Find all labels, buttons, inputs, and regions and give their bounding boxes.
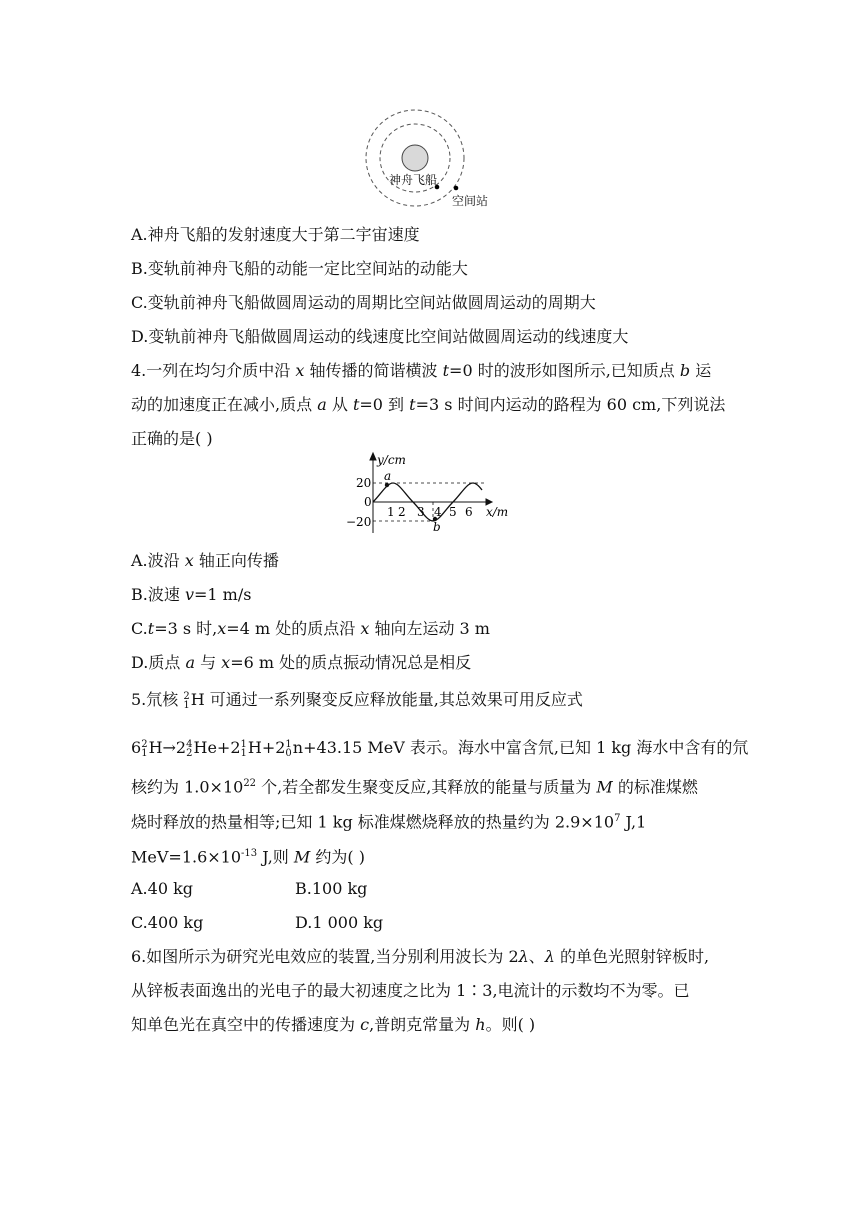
q4-option-c: C.t=3 s 时,x=4 m 处的质点沿 x 轴向左运动 3 m	[131, 619, 490, 638]
q5-stem-line4: 烧时释放的热量相等;已知 1 kg 标准煤燃烧释放的热量约为 $2.9\times 10^7$ J,1	[131, 812, 647, 832]
x-axis-label: x/m	[486, 505, 509, 519]
q5-option-a: A.40 kg	[131, 879, 194, 898]
q5-option-b: B.100 kg	[295, 879, 368, 898]
q3-option-c: C.变轨前神舟飞船做圆周运动的周期比空间站做圆周运动的周期大	[131, 293, 596, 312]
q5-equation-line: 6 2 1 H→2 4 2 He+2 1 1 H+2 1 0 n+43.15 MeV 表示。海水中富含氘,已知 1 kg 海水中含有的氘	[131, 738, 749, 759]
label-a: a	[384, 469, 392, 483]
q4-stem-line2: 动的加速度正在减小,质点 a 从 t=0 到 t=3 s 时间内运动的路程为 60 cm,下列说法	[131, 395, 726, 414]
y-axis-label: y/cm	[377, 453, 406, 467]
point-a	[385, 483, 389, 487]
label-b: b	[433, 520, 441, 534]
q3-option-a: A.神舟飞船的发射速度大于第二宇宙速度	[131, 225, 420, 244]
y-tick-neg20: −20	[346, 515, 372, 529]
q6-stem-line1: 6.如图所示为研究光电效应的装置,当分别利用波长为 2λ、λ 的单色光照射锌板时,	[131, 947, 710, 966]
q6-stem-line2: 从锌板表面逸出的光电子的最大初速度之比为 1∶3,电流计的示数均不为零。已	[131, 981, 690, 1000]
q5-stem-line3: 核约为 $1.0\times 10^{22}$ 个,若全都发生聚变反应,其释放的能量与质量为 M 的标准煤燃	[131, 777, 698, 797]
y-axis-arrow	[370, 453, 376, 460]
q4-stem-line1: 4.一列在均匀介质中沿 x 轴传播的简谐横波 t=0 时的波形如图所示,已知质点 b 运	[131, 361, 712, 380]
station-dot	[454, 186, 459, 191]
q5-stem-line5: $MeV=1.6\times 10^{-13}$ J,则 M 约为( )	[131, 847, 365, 867]
q4-option-d: D.质点 a 与 x=6 m 处的质点振动情况总是相反	[131, 653, 472, 672]
q3-option-b: B.变轨前神舟飞船的动能一定比空间站的动能大	[131, 259, 468, 278]
q3-option-d: D.变轨前神舟飞船做圆周运动的线速度比空间站做圆周运动的线速度大	[131, 327, 629, 346]
q5-option-c: C.400 kg	[131, 913, 204, 932]
q4-option-a: A.波沿 x 轴正向传播	[131, 551, 279, 570]
q4-option-b: B.波速 v=1 m/s	[131, 585, 252, 604]
q6-stem-line3: 知单色光在真空中的传播速度为 c,普朗克常量为 h。则( )	[131, 1015, 536, 1034]
x-tick-2: 2	[398, 505, 406, 519]
q4-stem-line3: 正确的是( )	[131, 429, 213, 448]
orbit-diagram	[360, 108, 500, 212]
label-station: 空间站	[452, 194, 489, 208]
y-tick-20: 20	[356, 476, 372, 490]
wave-graph	[340, 450, 520, 536]
q5-stem-line1: 5.氘核 2 1 H 可通过一系列聚变反应释放能量,其总效果可用反应式	[131, 690, 583, 711]
x-tick-1: 1	[387, 505, 395, 519]
x-tick-6: 6	[465, 505, 473, 519]
q5-option-d: D.1 000 kg	[295, 913, 384, 932]
x-tick-5: 5	[449, 505, 457, 519]
x-tick-4: 4	[434, 505, 442, 519]
y-tick-0: 0	[364, 495, 372, 509]
label-ship: 神舟飞船	[389, 173, 438, 187]
earth	[402, 145, 428, 171]
x-tick-3: 3	[417, 505, 425, 519]
